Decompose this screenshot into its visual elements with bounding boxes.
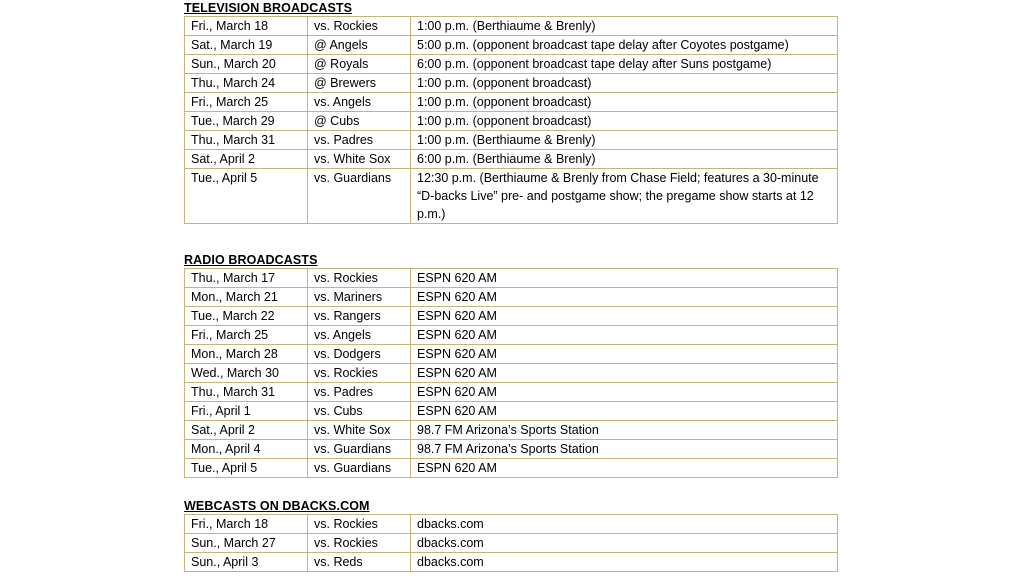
webcasts-section-title: WEBCASTS ON DBACKS.COM — [184, 499, 370, 513]
broadcast-info-cell: dbacks.com — [411, 553, 838, 572]
table-row — [185, 17, 838, 36]
section-spacer — [184, 478, 837, 498]
opponent-cell: @ Royals — [308, 55, 411, 74]
broadcast-info-cell: ESPN 620 AM — [411, 345, 838, 364]
radio-section-title: RADIO BROADCASTS — [184, 253, 318, 267]
broadcast-info-cell: ESPN 620 AM — [411, 288, 838, 307]
table-row — [185, 112, 838, 131]
date-cell: Tue., April 5 — [185, 459, 308, 478]
date-cell: Sun., March 27 — [185, 534, 308, 553]
opponent-cell: vs. White Sox — [308, 421, 411, 440]
table-row — [185, 36, 838, 55]
opponent-cell: vs. Rockies — [308, 534, 411, 553]
broadcast-info-cell: 1:00 p.m. (opponent broadcast) — [411, 74, 838, 93]
opponent-cell: vs. Dodgers — [308, 345, 411, 364]
television-table — [184, 16, 838, 224]
opponent-cell: vs. Rockies — [308, 364, 411, 383]
table-row — [185, 553, 838, 572]
broadcast-info-cell: 1:00 p.m. (opponent broadcast) — [411, 93, 838, 112]
opponent-cell: vs. Angels — [308, 326, 411, 345]
table-row — [185, 150, 838, 169]
table-row — [185, 364, 838, 383]
table-row — [185, 131, 838, 150]
date-cell: Sat., April 2 — [185, 421, 308, 440]
broadcast-info-cell: 98.7 FM Arizona’s Sports Station — [411, 440, 838, 459]
date-cell: Fri., March 18 — [185, 515, 308, 534]
opponent-cell: vs. Rockies — [308, 515, 411, 534]
broadcast-info-cell: ESPN 620 AM — [411, 326, 838, 345]
broadcast-info-cell: 6:00 p.m. (Berthiaume & Brenly) — [411, 150, 838, 169]
broadcast-info-cell: dbacks.com — [411, 534, 838, 553]
broadcast-info-cell: 12:30 p.m. (Berthiaume & Brenly from Chase Field; features a 30-minute “D-backs Live” pre- and postgame show; the pregame show starts at 12 p.m.) — [411, 169, 838, 224]
table-row — [185, 402, 838, 421]
opponent-cell: vs. Guardians — [308, 459, 411, 478]
date-cell: Tue., April 5 — [185, 169, 308, 224]
table-row — [185, 534, 838, 553]
opponent-cell: vs. Rockies — [308, 17, 411, 36]
table-row — [185, 383, 838, 402]
broadcast-info-cell: dbacks.com — [411, 515, 838, 534]
webcasts-table — [184, 514, 838, 572]
broadcast-info-cell: 1:00 p.m. (opponent broadcast) — [411, 112, 838, 131]
table-row — [185, 459, 838, 478]
date-cell: Sun., March 20 — [185, 55, 308, 74]
table-row — [185, 269, 838, 288]
date-cell: Sun., April 3 — [185, 553, 308, 572]
date-cell: Sat., April 2 — [185, 150, 308, 169]
broadcast-info-cell: ESPN 620 AM — [411, 383, 838, 402]
date-cell: Tue., March 29 — [185, 112, 308, 131]
opponent-cell: @ Angels — [308, 36, 411, 55]
broadcast-info-cell: 5:00 p.m. (opponent broadcast tape delay after Coyotes postgame) — [411, 36, 838, 55]
opponent-cell: vs. Mariners — [308, 288, 411, 307]
opponent-cell: vs. Rangers — [308, 307, 411, 326]
table-row — [185, 93, 838, 112]
opponent-cell: vs. Angels — [308, 93, 411, 112]
radio-table-body — [185, 269, 838, 478]
opponent-cell: @ Cubs — [308, 112, 411, 131]
opponent-cell: vs. Padres — [308, 383, 411, 402]
date-cell: Thu., March 17 — [185, 269, 308, 288]
opponent-cell: vs. White Sox — [308, 150, 411, 169]
date-cell: Fri., March 25 — [185, 326, 308, 345]
section-spacer — [184, 224, 837, 252]
date-cell: Fri., April 1 — [185, 402, 308, 421]
broadcast-info-cell: ESPN 620 AM — [411, 364, 838, 383]
table-row — [185, 74, 838, 93]
table-row — [185, 345, 838, 364]
broadcast-info-cell: ESPN 620 AM — [411, 402, 838, 421]
table-row — [185, 326, 838, 345]
broadcast-info-cell: ESPN 620 AM — [411, 307, 838, 326]
table-row — [185, 55, 838, 74]
date-cell: Mon., April 4 — [185, 440, 308, 459]
date-cell: Thu., March 24 — [185, 74, 308, 93]
television-table-body — [185, 17, 838, 224]
opponent-cell: vs. Padres — [308, 131, 411, 150]
date-cell: Fri., March 25 — [185, 93, 308, 112]
table-row — [185, 515, 838, 534]
radio-table — [184, 268, 838, 478]
broadcast-info-cell: 1:00 p.m. (Berthiaume & Brenly) — [411, 131, 838, 150]
date-cell: Thu., March 31 — [185, 131, 308, 150]
opponent-cell: vs. Cubs — [308, 402, 411, 421]
date-cell: Tue., March 22 — [185, 307, 308, 326]
table-row — [185, 169, 838, 224]
date-cell: Mon., March 28 — [185, 345, 308, 364]
table-row — [185, 307, 838, 326]
broadcast-info-cell: ESPN 620 AM — [411, 459, 838, 478]
date-cell: Mon., March 21 — [185, 288, 308, 307]
broadcast-info-cell: ESPN 620 AM — [411, 269, 838, 288]
broadcast-info-cell: 6:00 p.m. (opponent broadcast tape delay after Suns postgame) — [411, 55, 838, 74]
date-cell: Sat., March 19 — [185, 36, 308, 55]
broadcast-info-cell: 98.7 FM Arizona’s Sports Station — [411, 421, 838, 440]
broadcast-schedule-document — [184, 0, 837, 572]
table-row — [185, 421, 838, 440]
table-row — [185, 288, 838, 307]
table-row — [185, 440, 838, 459]
opponent-cell: vs. Reds — [308, 553, 411, 572]
date-cell: Wed., March 30 — [185, 364, 308, 383]
opponent-cell: vs. Guardians — [308, 169, 411, 224]
broadcast-info-cell: 1:00 p.m. (Berthiaume & Brenly) — [411, 17, 838, 36]
date-cell: Fri., March 18 — [185, 17, 308, 36]
webcasts-table-body — [185, 515, 838, 572]
opponent-cell: @ Brewers — [308, 74, 411, 93]
opponent-cell: vs. Rockies — [308, 269, 411, 288]
date-cell: Thu., March 31 — [185, 383, 308, 402]
opponent-cell: vs. Guardians — [308, 440, 411, 459]
television-section-title: TELEVISION BROADCASTS — [184, 1, 353, 15]
